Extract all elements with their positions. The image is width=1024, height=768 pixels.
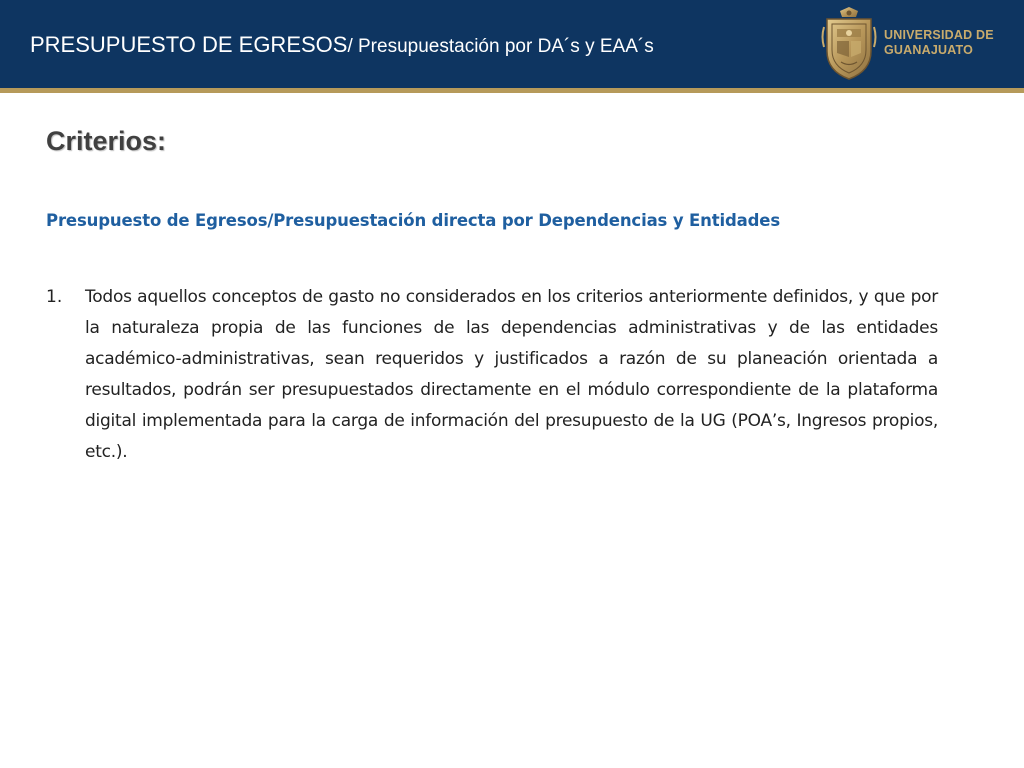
criteria-list (46, 282, 938, 468)
logo-line-1: UNIVERSIDAD DE (884, 28, 994, 42)
section-subtitle: Presupuesto de Egresos/Presupuestación directa por Dependencias y Entidades (46, 211, 780, 230)
list-item (46, 282, 938, 468)
header-title-sub: / Presupuestación por DA´s y EAA´s (347, 36, 654, 57)
header-title (30, 32, 654, 58)
header-divider (0, 88, 1024, 93)
logo-line-2: GUANAJUATO (884, 43, 974, 57)
list-item-text: Todos aquellos conceptos de gasto no considerados en los criterios anteriormente definidos, y que por la naturaleza propia de las funciones de las dependencias administrativas y de las entidades académico-administrativas, sean requeridos y justificados a razón de su planeación orientada a resultados, podrán ser presupuestados directamente en el módulo correspondiente de la plataforma digital implementada para la carga de información del presupuesto de la UG (POA’s, Ingresos propios, etc.). (85, 287, 938, 462)
section-heading: Criterios: (46, 126, 167, 156)
list-item-number: 1. (46, 287, 63, 307)
header-title-main: PRESUPUESTO DE EGRESOS (30, 32, 348, 57)
university-logo-text (884, 28, 994, 58)
header-bar (0, 0, 1024, 88)
university-seal-icon (820, 7, 878, 83)
